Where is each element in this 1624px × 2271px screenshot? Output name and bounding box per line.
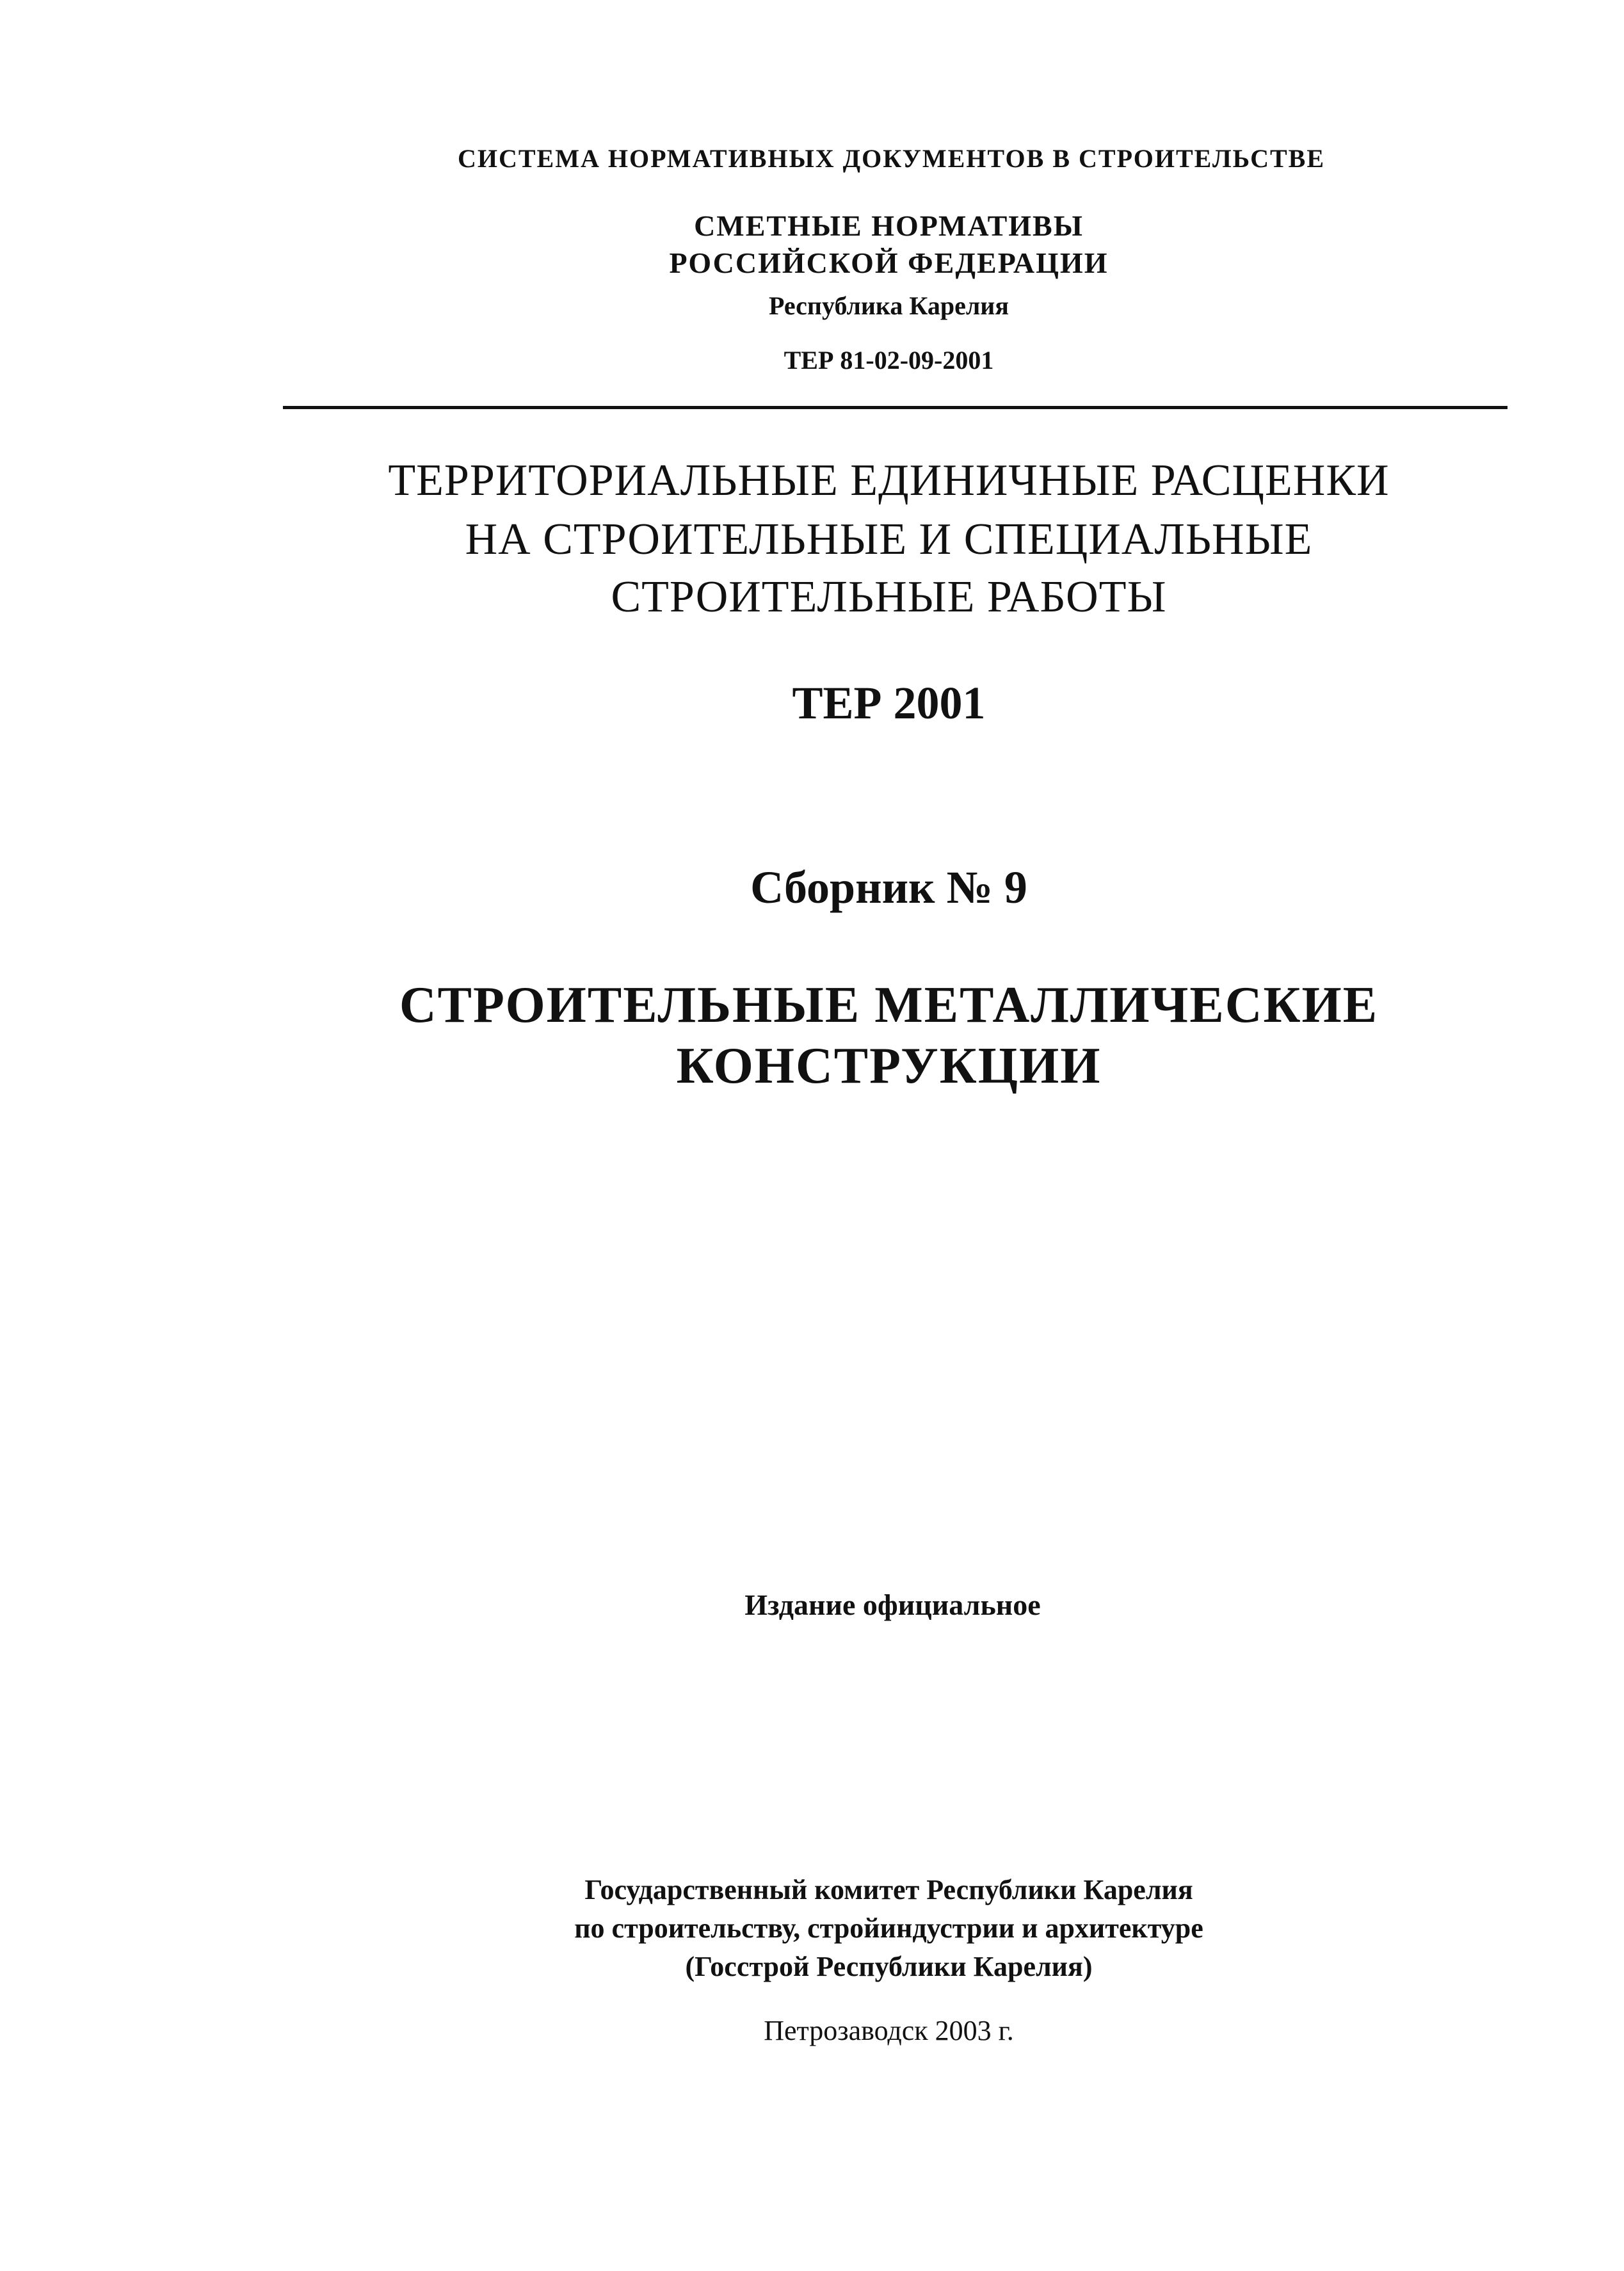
main-title-line3: СТРОИТЕЛЬНЫЕ РАБОТЫ — [611, 572, 1167, 622]
system-title: СИСТЕМА НОРМАТИВНЫХ ДОКУМЕНТОВ В СТРОИТЕЛЬСТВЕ — [457, 144, 1326, 173]
main-title-line2: НА СТРОИТЕЛЬНЫЕ И СПЕЦИАЛЬНЫЕ — [465, 515, 1313, 564]
subject-title-line1: СТРОИТЕЛЬНЫЕ МЕТАЛЛИЧЕСКИЕ — [399, 977, 1379, 1033]
header-separator-rule — [283, 406, 1507, 409]
collection-number: Сборник № 9 — [750, 862, 1027, 913]
ter-year-heading: ТЕР 2001 — [792, 677, 986, 729]
publisher-line2: по строительству, стройиндустрии и архитектуре — [574, 1912, 1203, 1944]
norms-title-line2: РОССИЙСКОЙ ФЕДЕРАЦИИ — [669, 246, 1109, 279]
publisher-line1: Государственный комитет Республики Карелия — [584, 1874, 1193, 1905]
document-code: ТЕР 81-02-09-2001 — [784, 346, 994, 375]
publisher-line3: (Госстрой Республики Карелия) — [685, 1951, 1093, 1982]
region-name: Республика Карелия — [769, 291, 1009, 320]
norms-title-line1: СМЕТНЫЕ НОРМАТИВЫ — [694, 209, 1084, 242]
edition-label: Издание официальное — [744, 1588, 1041, 1621]
main-title-line1: ТЕРРИТОРИАЛЬНЫЕ ЕДИНИЧНЫЕ РАСЦЕНКИ — [388, 456, 1390, 505]
subject-title-line2: КОНСТРУКЦИИ — [676, 1038, 1102, 1094]
place-and-year: Петрозаводск 2003 г. — [764, 2015, 1014, 2046]
